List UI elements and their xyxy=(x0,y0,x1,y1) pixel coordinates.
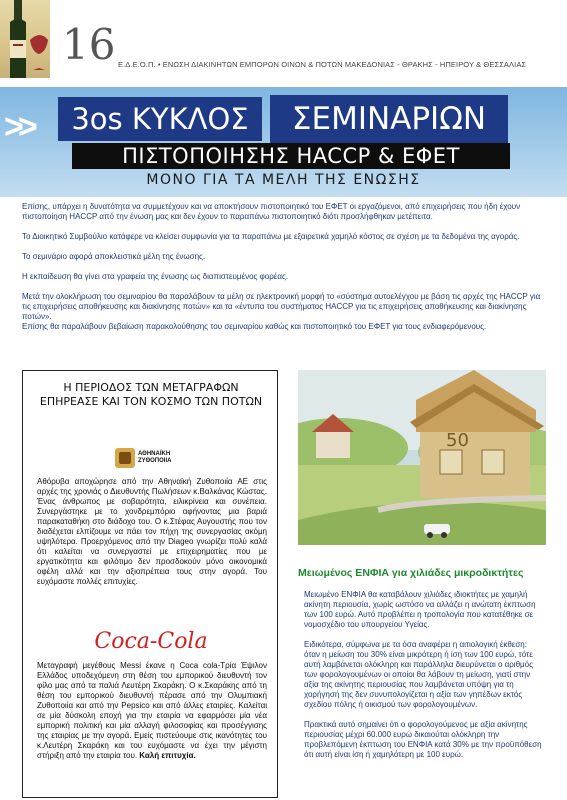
page-number: 16 xyxy=(62,20,116,69)
transfers-article-title: Η ΠΕΡΙΟΔΟΣ ΤΩΝ ΜΕΤΑΓΡΑΦΩΝ ΕΠΗΡΕΑΣΕ ΚΑΙ ΤΟΝ ΚΟΣΜΟ ΤΩΝ ΠΟΤΩΝ xyxy=(39,381,263,408)
intro-paragraph: Το σεμινάριο αφορά αποκλειστικά μέλη της ένωσης. xyxy=(22,252,206,261)
intro-paragraph: Η εκπαίδευση θα γίνει στα γραφεία της ένωσης ως διαπιστευμένος φορέας. xyxy=(22,272,289,281)
wine-bottle-image xyxy=(0,0,50,78)
athenian-brewery-logo: ΑΘΗΝΑΪΚΗ ΖΥΘΟΠΟΙΙΑ xyxy=(115,447,193,469)
chevron-arrows-icon: >> xyxy=(4,108,32,146)
banner-title-cycle: 3οs ΚΥΚΛΟΣ xyxy=(58,97,262,141)
article-paragraph: Πρακτικά αυτό σημαίνει ότι ο φορολογούμενος με αξία ακίνητης περιουσίας μέχρι 60.000 ευρώ δικαιούται ολόκληρη την προβλεπόμενη έκπτωση του ΕΝΦΙΑ κατά 30% με την προϋπόθεση ότι αυτή είναι ίση ή χαμηλότερη με 100 ευρώ. xyxy=(304,720,542,759)
brewery-emblem-icon xyxy=(115,448,135,468)
intro-text xyxy=(22,202,547,342)
article-paragraph: Ειδικότερα, σύμφωνα με τα όσα αναφέρει η αιτιολογική έκθεση: όταν η μείωση του 30% είναι μικρότερη ή ίση των 100 ευρώ, τότε αυτή λαμβάνεται ολόκληρη και παράλληλα διευρύνεται ο αριθμός των φορολογουμένων οι οποίοι θα λάβουν τη μείωση, γιατί στην αξία της ακίνητης περιουσίας που λαμβάνεται υπόψη για τη χορήγησή της δεν συνυπολογίζεται η αξία των γηπέδων εκτός σχεδίου πόλης ή οικισμού των φορολογουμένων. xyxy=(304,640,533,709)
article-paragraph: Αθόρυβα αποχώρησε από την Αθηναϊκή Ζυθοποιία ΑΕ στις αρχές της χρονιάς ο Διευθυντής Πωλήσεων κ.Βαλκάνας Κώστας. Ένας άνθρωπος με σοβαρότητα, ειλικρίνεια και συνέπεια. Συνεργάστηκε με το χονδρεμπόριο αφήνοντας μια βαριά παρακαταθήκη στο διάδοχο του. Ο κ.Στέφας Αυγουστής που τον διαδέχεται ελπίζουμε να πάει τον πήχη της συνεργασίας ακόμη υψηλότερα. Προερχόμενος από την Diageo γνωρίζει πολύ καλά ότι καλείται να συνεργαστεί με επιχειρηματίες που με εργατικότητα και φιλότιμο δεν προσδοκούν μόνο οικονομικά οφέλη αλλά και την αξιοπρέπεια τους στην αγορά. Του ευχόμαστε πολλές επιτυχίες. xyxy=(37,477,267,586)
banner-title-certification: ΠΙΣΤΟΠΟΙΗΣΗΣ HACCP & ΕΦΕΤ xyxy=(72,143,510,169)
enfia-article-text xyxy=(304,590,544,770)
transfers-article xyxy=(22,370,278,798)
intro-paragraph: Μετά την ολοκλήρωση του σεμιναρίου θα παραλάβουν τα μέλη σε ηλεκτρονική μορφή το «σύστημα αυτοελέγχου με βάση τις αρχές της HACCP για τις επιχειρήσεις αποθήκευσης και διακίνησης ποτών» και τα «έντυπα του συστήματος HACCP για τις επιχειρήσεις αποθήκευσης και διακίνησης ποτών». xyxy=(22,292,541,321)
banner-subtitle: ΜΟΝΟ ΓΙΑ ΤΑ ΜΕΛΗ ΤΗΣ ΕΝΩΣΗΣ xyxy=(146,172,421,188)
enfia-article-title: Μειωμένος ΕΝΦΙΑ για χιλιάδες μικροδικτήτες xyxy=(298,567,524,579)
intro-paragraph: Το Διοικητικό Συμβούλιο κατάφερε να κλείσει συμφωνία για τα παραπάνω με εξαιρετικά χαμηλό κόστος σε σχέση με τα δεδομένα της αγοράς. xyxy=(22,232,520,241)
article-paragraph: Μειωμένο ΕΝΦΙΑ θα καταβάλουν χιλιάδες ιδιοκτήτες με χαμηλή ακίνητη περιουσία, χωρίς ωστόσο να αλλάζει η ανώτατη έκπτωση των 100 ευρώ. Αυτό προβλέπει η τροπολογία που κατατέθηκε σε νομοσχέδιο του υπουργείου Υγείας. xyxy=(304,590,536,629)
organization-header: Ε.Δ.Ε.Ο.Π. • ΕΝΩΣΗ ΔΙΑΚΙΝΗΤΩΝ ΕΜΠΟΡΩΝ ΟΙΝΩΝ & ΠΟΤΩΝ ΜΑΚΕΔΟΝΙΑΣ - ΘΡΑΚΗΣ - ΗΠΕΙΡΟΥ & ΘΕΣΣΑΛΙΑΣ xyxy=(118,60,527,69)
intro-paragraph: Επίσης, υπάρχει η δυνατότητα να συμμετέχουν και να αποκτήσουν πιστοποιητικό του ΕΦΕΤ οι εργαζόμενοι, από επιχειρήσεις που ήδη έχουν πιστοποίηση HACCP από την ένωση μας και δεν έχουν το παραπάνω πιστοποιητικό διότι προσλήφθηκαν μετέπειτα. xyxy=(22,202,521,221)
article-paragraph: Μεταγραφή μεγέθους Messi έκανε η Coca cola-Τρία Έψιλον Ελλάδος υποδεχόμενη στη θέση του εμπορικού διευθυντή τον φίλο μας από τα παλιά Λευτέρη Σκαράκη. Ο κ.Σκαράκης από τη θέση του εμπορικού διευθυντή πέρασε από την Ολυμπιακή Ζυθοποιία και από την Pepsico και από άλλες εταιρίες. Καλείται σε μία δύσκολη εποχή για την εταιρία να εφαρμόσει μία νέα εμπορική πολιτική και μία αλλαγή φιλοσοφίας και προσέγγισης της εταιρίας με την αγορά. Εμείς πιστεύουμε στις ικανότητες του κ.Λευτέρη Σκαράκη και του ευχόμαστε να έχει την μέγιστη στήριξη από την εταιρία του. Καλή επιτυχία. xyxy=(37,661,267,760)
coca-cola-logo: Coca-Cola xyxy=(94,629,208,654)
house-money-photo xyxy=(298,370,546,545)
banknote-value: 50 xyxy=(446,430,469,451)
banner-title-seminars: ΣΕΜΙΝΑΡΙΩΝ xyxy=(270,95,508,143)
intro-paragraph: Επίσης θα παραλάβουν βεβαίωση παρακολούθησης του σεμιναρίου καθώς και πιστοποιητικό του ΕΦΕΤ για τους ενδιαφερόμενους. xyxy=(22,322,487,331)
